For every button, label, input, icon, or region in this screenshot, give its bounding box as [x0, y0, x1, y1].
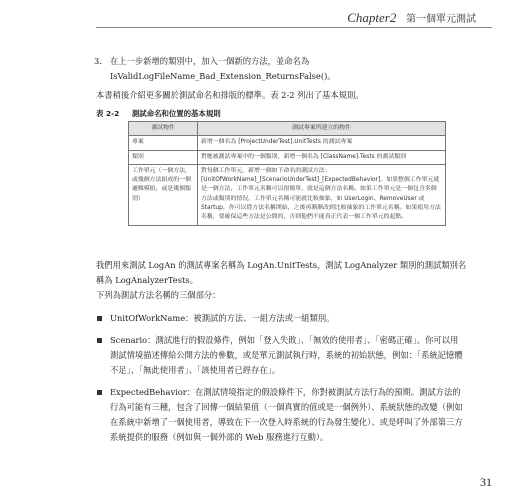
header-rule	[96, 27, 492, 28]
table-row	[129, 164, 446, 225]
list-item-text: Scenario：測試進行的假設條件，例如「登入失敗」、「無效的使用者」、「密碼正確」。你可以用測試情境描述傳給公開方法的參數，或是單元測試執行時，系統的初始狀態，例如：「系統記憶體不足」、「無此使用者」、「該使用者已經存在」。	[110, 335, 463, 375]
table-caption-label: 表 2-2	[96, 109, 120, 118]
body-paragraph: 我們用來測試 LogAn 的測試專案名稱為 LogAn.UnitTests，測試 LogAnalyzer 類別的測試類別名稱為 LogAnalyzerTests。	[96, 260, 467, 285]
table-cell: 工作單元（一個方法，或幾個方法組成的一個邏輯模組，或是幾個類別）	[129, 164, 198, 225]
page-number: 31	[480, 475, 492, 489]
chapter-title: 第一個單元測試	[406, 14, 476, 25]
table-cell: 新增一個名為 [ProjectUnderTest].UnitTests 的測試專案	[198, 136, 446, 150]
running-header	[347, 10, 476, 26]
table-row	[129, 136, 446, 150]
table-cell: 專案	[129, 136, 198, 150]
step-text: 在上一步新增的類別中，加入一個新的方法，並命名為 IsValidLogFileName_Bad_Extension_ReturnsFalse()。	[110, 56, 336, 81]
table-header-cell: 測試物件	[129, 122, 198, 136]
table-caption-title: 測試命名和位置的基本規則	[131, 109, 221, 118]
table-cell: 對應被測試專案中的一個類別，新增一個名為 [ClassName].Tests 的測試類別	[198, 150, 446, 164]
bullet-marker-icon	[97, 390, 102, 395]
table-cell: 對每個工作單元，新增一個如下命名的測試方法：[UnitOfWorkName]_[ScenarioUnderTest]_[ExpectedBehavior]。如果整個工作單元就是一個方法，工作單元名稱可以很簡單，就是這個方法名稱。如果工作單元是一個包含多個方法或類別的情況，工作單元名稱可能就比較抽象，如 UserLogin、RemoveUser 或 Startup，你可以從方法名稱開始，之後再漸漸改到比較抽象的工作單元名稱。如果使用方法名稱，要確保這些方法是公開的，否則他們不能真正代表一個工作單元的起點。	[198, 164, 446, 225]
naming-rules-table	[128, 121, 446, 226]
table-cell: 類別	[129, 150, 198, 164]
bullet-marker-icon	[97, 316, 102, 321]
table-header-row	[129, 122, 446, 136]
bullet-list	[110, 311, 466, 452]
list-item	[110, 311, 466, 326]
chapter-label: Chapter2	[347, 10, 397, 25]
intro-paragraph: 本書稍後介紹更多關於測試命名和排版的標準。表 2-2 列出了基本規則。	[96, 90, 364, 100]
table-header-cell: 測試專案所建立的物件	[198, 122, 446, 136]
body-paragraph: 下列為測試方法名稱的三個部分：	[96, 290, 221, 300]
step-number: 3.	[94, 56, 102, 66]
list-item	[110, 385, 466, 445]
numbered-step	[94, 54, 470, 84]
bullet-marker-icon	[97, 338, 102, 343]
list-item	[110, 333, 466, 378]
list-item-text: ExpectedBehavior：在測試情境指定的假設條件下，你對被測試方法行為的預期。測試方法的行為可能有三種，包含了回傳一個結果值（一個真實的值或是一個例外）、系統狀態的改變（例如在系統中新增了一個使用者，導致在下一次登入時系統的行為發生變化）、或是呼叫了外部第三方系統提供的服務（例如與一個外部的 Web 服務進行互動）。	[110, 387, 463, 442]
table-caption	[96, 108, 221, 119]
table-row	[129, 150, 446, 164]
list-item-text: UnitOfWorkName：被測試的方法、一組方法或一組類別。	[110, 313, 335, 323]
